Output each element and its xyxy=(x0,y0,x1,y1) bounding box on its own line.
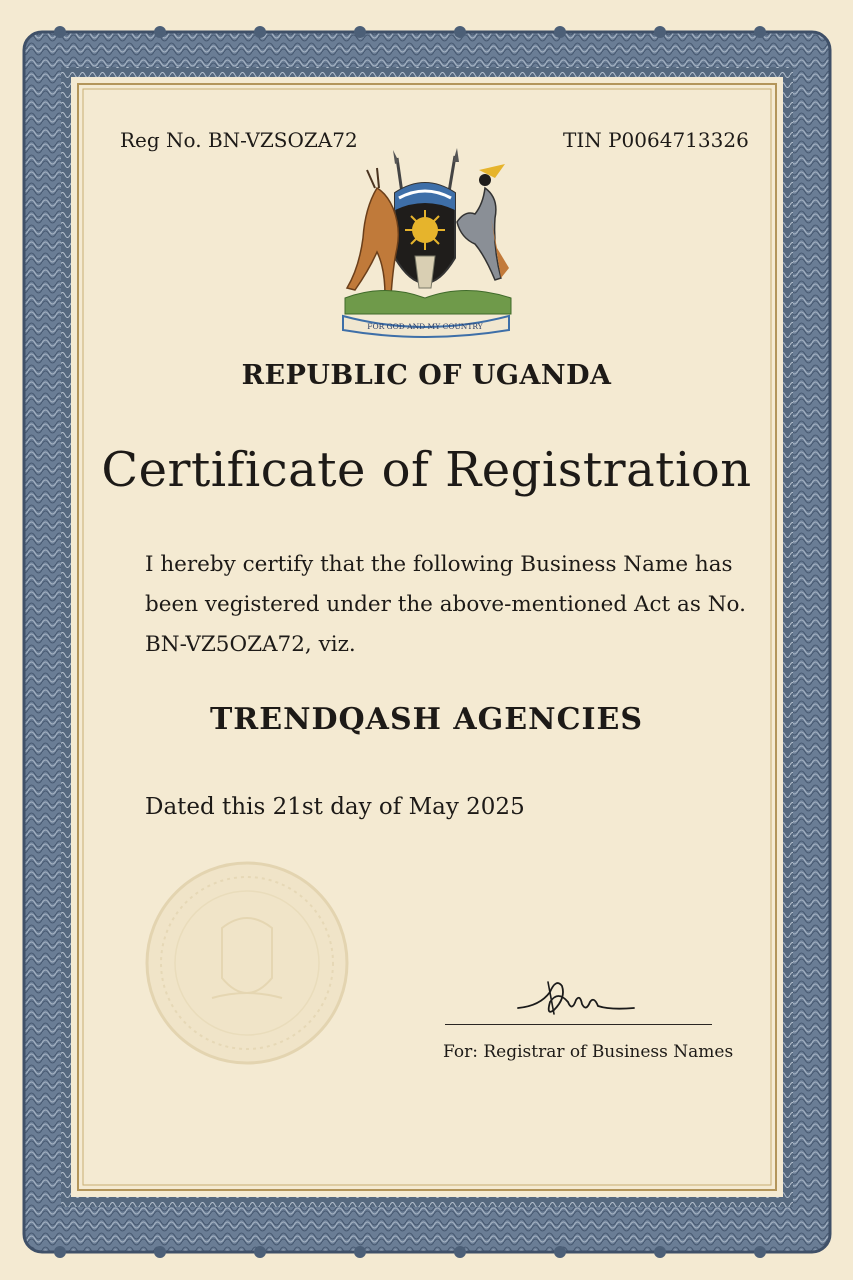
reg-number: Reg No. BN-VZSOZA72 xyxy=(120,128,358,152)
certification-line-2: been vegistered under the above-mentioned Act as No. xyxy=(145,592,746,617)
handwritten-signature-icon xyxy=(510,972,640,1022)
certification-line-1: I hereby certify that the following Business Name has xyxy=(145,552,733,577)
coat-of-arms-motto: FOR GOD AND MY COUNTRY xyxy=(367,322,483,331)
certification-line-3: BN-VZ5OZA72, viz. xyxy=(145,632,356,657)
tin-number: TIN P0064713326 xyxy=(563,128,749,152)
signature-line xyxy=(445,1024,712,1025)
embossed-seal-icon xyxy=(142,858,352,1068)
certification-text xyxy=(145,545,745,665)
business-name: TRENDQASH AGENCIES xyxy=(209,702,644,737)
issue-date: Dated this 21st day of May 2025 xyxy=(145,794,525,820)
uganda-coat-of-arms-icon xyxy=(325,148,525,338)
signatory-caption: For: Registrar of Business Names xyxy=(443,1042,734,1062)
republic-heading: REPUBLIC OF UGANDA xyxy=(241,360,612,391)
certificate-title: Certificate of Registration xyxy=(101,442,752,498)
